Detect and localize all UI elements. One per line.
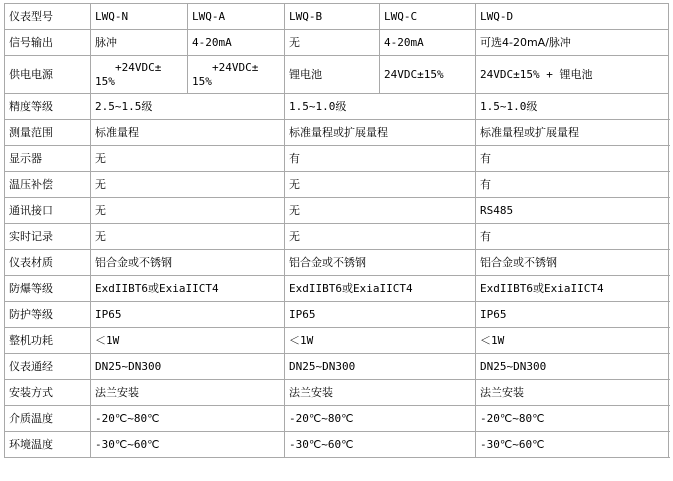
table-row [5,94,669,120]
value-cell-3: ＜1W [476,328,669,354]
row-label: 安装方式 [5,380,91,406]
value-cell-1: 无 [91,146,285,172]
power-a [188,56,285,94]
row-label: 环境温度 [5,432,91,458]
row-label: 防护等级 [5,302,91,328]
value-cell-1: DN25~DN300 [91,354,285,380]
table-row [5,224,669,250]
value-cell-3: 铝合金或不锈钢 [476,250,669,276]
value-cell-1: ＜1W [91,328,285,354]
row-label: 信号输出 [5,30,91,56]
value-cell-1: 2.5~1.5级 [91,94,285,120]
value-cell-2: 有 [285,146,476,172]
value-cell-3: 法兰安装 [476,380,669,406]
model-lwq-n: LWQ-N [91,4,188,30]
value-cell-2: 1.5~1.0级 [285,94,476,120]
value-cell-3: -20℃~80℃ [476,406,669,432]
value-cell-2: 无 [285,224,476,250]
table-row [5,250,669,276]
spec-table [4,3,669,458]
model-lwq-b: LWQ-B [285,4,380,30]
row-label: 温压补偿 [5,172,91,198]
signal-d: 可选4-20mA/脉冲 [476,30,669,56]
row-label: 实时记录 [5,224,91,250]
table-row [5,276,669,302]
model-lwq-d: LWQ-D [476,4,669,30]
value-cell-3: 有 [476,224,669,250]
value-cell-2: ＜1W [285,328,476,354]
signal-b: 无 [285,30,380,56]
power-c: 24VDC±15% [380,56,476,94]
value-cell-2: -20℃~80℃ [285,406,476,432]
table-row [5,146,669,172]
row-label: 供电电源 [5,56,91,94]
value-cell-1: 无 [91,172,285,198]
row-label: 仪表材质 [5,250,91,276]
value-cell-3: 1.5~1.0级 [476,94,669,120]
row-label: 精度等级 [5,94,91,120]
power-row [5,56,669,94]
model-lwq-c: LWQ-C [380,4,476,30]
value-cell-1: 法兰安装 [91,380,285,406]
value-cell-3: 标准量程或扩展量程 [476,120,669,146]
model-lwq-a: LWQ-A [188,4,285,30]
value-cell-1: -30℃~60℃ [91,432,285,458]
power-a-line1: +24VDC± [212,60,259,74]
value-cell-3: 有 [476,172,669,198]
table-row [5,406,669,432]
table-row [5,120,669,146]
value-cell-3: -30℃~60℃ [476,432,669,458]
value-cell-1: 铝合金或不锈钢 [91,250,285,276]
value-cell-2: 标准量程或扩展量程 [285,120,476,146]
value-cell-3: RS485 [476,198,669,224]
table-row [5,172,669,198]
signal-row [5,30,669,56]
table-row [5,354,669,380]
signal-c: 4-20mA [380,30,476,56]
power-a-line2: 15% [192,74,212,88]
row-label: 介质温度 [5,406,91,432]
value-cell-3: IP65 [476,302,669,328]
value-cell-2: DN25~DN300 [285,354,476,380]
value-cell-3: 有 [476,146,669,172]
row-label: 整机功耗 [5,328,91,354]
value-cell-1: ExdIIBT6或ExiaIICT4 [91,276,285,302]
value-cell-2: -30℃~60℃ [285,432,476,458]
value-cell-2: 铝合金或不锈钢 [285,250,476,276]
header-row [5,4,669,30]
value-cell-1: 无 [91,198,285,224]
value-cell-2: 无 [285,198,476,224]
row-label: 通讯接口 [5,198,91,224]
row-label: 显示器 [5,146,91,172]
value-cell-1: 标准量程 [91,120,285,146]
value-cell-2: ExdIIBT6或ExiaIICT4 [285,276,476,302]
table-row [5,328,669,354]
power-n-line1: +24VDC± [115,60,162,74]
value-cell-3: ExdIIBT6或ExiaIICT4 [476,276,669,302]
power-n [91,56,188,94]
signal-a: 4-20mA [188,30,285,56]
value-cell-2: 无 [285,172,476,198]
power-n-line2: 15% [95,74,115,88]
row-label: 仪表型号 [5,4,91,30]
row-label: 防爆等级 [5,276,91,302]
signal-n: 脉冲 [91,30,188,56]
row-label: 测量范围 [5,120,91,146]
row-label: 仪表通经 [5,354,91,380]
table-row [5,432,669,458]
power-d: 24VDC±15% + 锂电池 [476,56,669,94]
value-cell-3: DN25~DN300 [476,354,669,380]
value-cell-2: IP65 [285,302,476,328]
value-cell-1: IP65 [91,302,285,328]
value-cell-2: 法兰安装 [285,380,476,406]
table-row [5,380,669,406]
value-cell-1: -20℃~80℃ [91,406,285,432]
table-row [5,198,669,224]
table-row [5,302,669,328]
power-b: 锂电池 [285,56,380,94]
value-cell-1: 无 [91,224,285,250]
